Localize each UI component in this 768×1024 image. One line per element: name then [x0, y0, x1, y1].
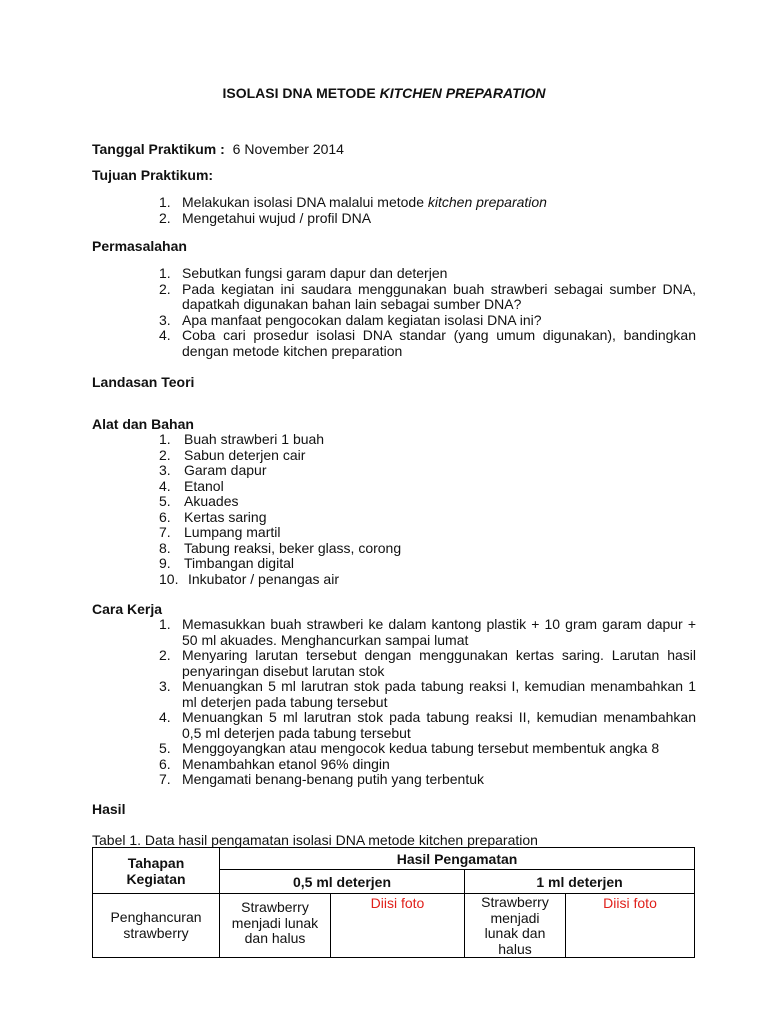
hasil-heading: Hasil — [92, 801, 126, 817]
item-number: 4. — [159, 709, 171, 725]
item-text: Coba cari prosedur isolasi DNA standar (yang umum digunakan), bandingkan dengan metode kitchen preparation — [182, 327, 696, 359]
item-text: Inkubator / penangas air — [188, 570, 339, 587]
list-item — [159, 572, 696, 588]
list-item — [159, 679, 696, 710]
tujuan-heading: Tujuan Praktikum: — [92, 167, 214, 183]
item-text: Menggoyangkan atau mengocok kedua tabung tersebut membentuk angka 8 — [182, 740, 660, 756]
item-number: 2. — [159, 209, 171, 226]
header-05-deterjen: 0,5 ml deterjen — [220, 870, 465, 894]
alat-heading: Alat dan Bahan — [92, 416, 194, 432]
item-text: Menyaring larutan tersebut dengan menggunakan kertas saring. Larutan hasil penyaringan disebut larutan stok — [182, 647, 696, 679]
item-text: Lumpang martil — [184, 524, 281, 540]
list-item — [159, 313, 696, 329]
item-number: 6. — [159, 508, 171, 525]
item-number: 1. — [159, 616, 171, 632]
item-number: 10. — [159, 570, 179, 587]
item-number: 1. — [159, 431, 171, 447]
alat-list — [159, 432, 696, 587]
tanggal-line — [92, 141, 344, 157]
list-item — [159, 556, 696, 572]
list-item — [159, 479, 696, 495]
list-item — [159, 510, 696, 526]
item-text: Menambahkan etanol 96% dingin — [182, 755, 390, 772]
list-item — [159, 195, 696, 211]
list-item — [159, 463, 696, 479]
list-item — [159, 617, 696, 648]
item-text: Etanol — [184, 477, 224, 494]
item-text: Akuades — [184, 493, 239, 509]
cell-tahapan-text: Penghancuran strawberry — [110, 909, 202, 941]
item-text: Menuangkan 5 ml larutran stok pada tabung reaksi II, kemudian menambahkan 0,5 ml deterjen pada tabung tersebut — [182, 709, 696, 741]
item-text: Tabung reaksi, beker glass, corong — [184, 539, 402, 556]
cell-foto-05-text: Diisi foto — [370, 895, 425, 911]
item-text: Sebutkan fungsi garam dapur dan deterjen — [182, 265, 448, 281]
landasan-heading: Landasan Teori — [92, 374, 195, 390]
list-item — [159, 757, 696, 773]
item-number: 7. — [159, 771, 171, 787]
header-tahapan — [93, 848, 220, 894]
item-number: 3. — [159, 462, 171, 478]
list-item — [159, 448, 696, 464]
item-number: 3. — [159, 678, 171, 694]
item-text-italic: kitchen preparation — [427, 194, 547, 210]
list-item — [159, 432, 696, 448]
item-text: Mengetahui wujud / profil DNA — [182, 209, 372, 226]
cell-tahapan — [93, 894, 220, 958]
cara-heading: Cara Kerja — [92, 601, 163, 617]
item-text: Garam dapur — [184, 462, 267, 478]
list-item — [159, 541, 696, 557]
list-item — [159, 266, 696, 282]
header-1-deterjen: 1 ml deterjen — [465, 870, 695, 894]
item-number: 4. — [159, 327, 171, 343]
item-text: Kertas saring — [184, 508, 267, 525]
title-italic: KITCHEN PREPARATION — [379, 85, 546, 101]
cell-obs-1 — [465, 894, 566, 958]
tanggal-label: Tanggal Praktikum : — [92, 141, 225, 157]
tujuan-list — [159, 195, 696, 226]
cell-foto-05 — [331, 894, 465, 958]
list-item — [159, 710, 696, 741]
item-number: 5. — [159, 740, 171, 756]
item-number: 4. — [159, 477, 171, 494]
tanggal-value: 6 November 2014 — [232, 141, 344, 157]
permasalahan-heading: Permasalahan — [92, 238, 187, 254]
list-item — [159, 211, 696, 227]
page-title — [0, 85, 768, 101]
title-main: ISOLASI DNA METODE — [222, 85, 380, 101]
item-number: 1. — [159, 265, 171, 281]
cara-list — [159, 617, 696, 788]
item-number: 9. — [159, 555, 171, 571]
item-number: 8. — [159, 539, 171, 556]
item-number: 7. — [159, 524, 171, 540]
list-item — [159, 494, 696, 510]
cell-foto-1-text: Diisi foto — [603, 895, 657, 911]
item-text-main: Melakukan isolasi DNA malalui metode — [182, 194, 428, 210]
header-hasil: Hasil Pengamatan — [220, 848, 695, 870]
results-table — [92, 847, 695, 958]
cell-obs-1-text: Strawberry menjadi lunak dan halus — [481, 894, 549, 957]
item-text: Timbangan digital — [184, 555, 294, 571]
header-tahapan-text: Tahapan Kegiatan — [126, 854, 186, 887]
item-number: 6. — [159, 755, 171, 772]
table-caption: Tabel 1. Data hasil pengamatan isolasi DNA metode kitchen preparation — [92, 832, 538, 848]
item-text: Pada kegiatan ini saudara menggunakan buah strawberi sebagai sumber DNA, dapatkah digunakan bahan lain sebagai sumber DNA? — [182, 280, 696, 312]
item-text: Menuangkan 5 ml larutran stok pada tabung reaksi I, kemudian menambahkan 1 ml deterjen pada tabung tersebut — [182, 678, 696, 710]
item-number: 3. — [159, 311, 171, 328]
item-number: 1. — [159, 194, 171, 210]
item-text: Apa manfaat pengocokan dalam kegiatan isolasi DNA ini? — [182, 311, 542, 328]
item-text: Memasukkan buah strawberi ke dalam kantong plastik + 10 gram garam dapur + 50 ml akuades. Menghancurkan sampai lumat — [182, 616, 696, 648]
list-item — [159, 282, 696, 313]
item-text: Sabun deterjen cair — [184, 446, 306, 463]
item-number: 5. — [159, 493, 171, 509]
cell-obs-05 — [220, 894, 331, 958]
permasalahan-list — [159, 266, 696, 359]
item-number: 2. — [159, 280, 171, 297]
item-text: Mengamati benang-benang putih yang terbentuk — [182, 771, 484, 787]
item-number: 2. — [159, 446, 171, 463]
cell-foto-1 — [566, 894, 695, 958]
cell-obs-05-text: Strawberry menjadi lunak dan halus — [231, 899, 319, 946]
item-number: 2. — [159, 647, 171, 663]
item-text — [159, 195, 696, 211]
list-item — [159, 772, 696, 788]
list-item — [159, 328, 696, 359]
list-item — [159, 525, 696, 541]
item-text: Buah strawberi 1 buah — [184, 431, 325, 447]
list-item — [159, 648, 696, 679]
list-item — [159, 741, 696, 757]
